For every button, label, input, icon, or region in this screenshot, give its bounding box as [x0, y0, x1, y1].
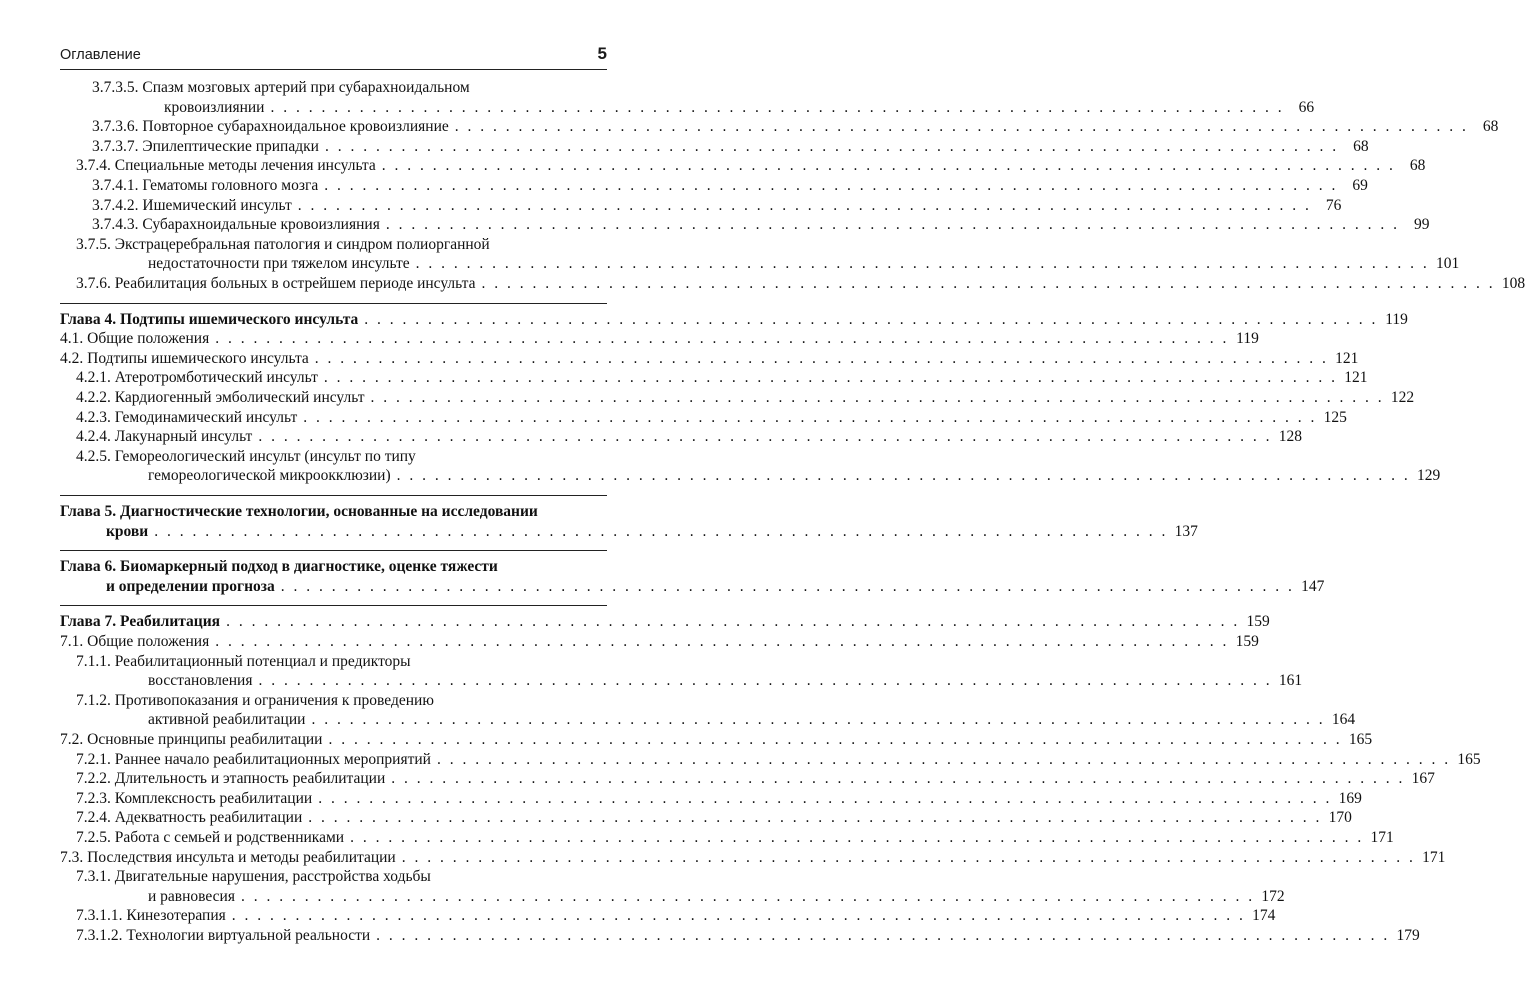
entry-page-number: 108 — [1501, 275, 1525, 292]
entry-title: 3.7.4.2. Ишемический инсульт — [92, 196, 292, 214]
section-title: Оглавление — [60, 47, 141, 63]
entry-title: 7.2.4. Адекватность реабилитации — [76, 809, 303, 827]
entry-page-number: 128 — [1278, 428, 1302, 446]
entry-title: 7.1.2. Противопоказания и ограничения к проведению — [76, 691, 434, 709]
dot-leader: . . . . . . . . . . . . . . . . . . . . . . . . . . . . . . . . . . . . . . . . . . . . . . . . . . . . . . . . . . . . . . . . . . . . . . . . . . . . . . . . — [258, 428, 1272, 446]
chapter-rule — [60, 605, 607, 606]
page-number: 5 — [597, 44, 607, 63]
entry-title: 7.3.1. Двигательные нарушения, расстройства ходьбы — [76, 868, 431, 886]
dot-leader: . . . . . . . . . . . . . . . . . . . . . . . . . . . . . . . . . . . . . . . . . . . . . . . . . . . . . . . . . . . . . . . . . . . . . . . . . . . . . . . . — [350, 829, 1364, 846]
entry-page-number: 161 — [1278, 672, 1303, 690]
dot-leader: . . . . . . . . . . . . . . . . . . . . . . . . . . . . . . . . . . . . . . . . . . . . . . . . . . . . . . . . . . . . . . . . . . . . . . . . . . . . . . . . — [215, 330, 1229, 348]
dot-leader: . . . . . . . . . . . . . . . . . . . . . . . . . . . . . . . . . . . . . . . . . . . . . . . . . . . . . . . . . . . . . . . . . . . . . . . . . . . . . . . . — [381, 157, 1396, 175]
entry-page-number: 171 — [1370, 829, 1394, 846]
entry-page-number: 99 — [1413, 216, 1430, 234]
dot-leader: . . . . . . . . . . . . . . . . . . . . . . . . . . . . . . . . . . . . . . . . . . . . . . . . . . . . . . . . . . . . . . . . . . . . . . . . . . . . . . . . — [308, 809, 1322, 827]
dot-leader: . . . . . . . . . . . . . . . . . . . . . . . . . . . . . . . . . . . . . . . . . . . . . . . . . . . . . . . . . . . . . . . . . . . . . . . . . . . . . . . . — [258, 672, 1273, 690]
entry-title: 7.2.3. Комплексность реабилитации — [76, 789, 313, 807]
entry-title-continued: активной реабилитации — [148, 711, 306, 729]
entry-title: 3.7.6. Реабилитация больных в острейшем периоде инсульта — [76, 275, 476, 292]
running-header — [60, 44, 607, 66]
dot-leader: . . . . . . . . . . . . . . . . . . . . . . . . . . . . . . . . . . . . . . . . . . . . . . . . . . . . . . . . . . . . . . . . . . . . . . . . . . . . . . . . — [215, 633, 1229, 650]
entry-page-number: 101 — [1436, 255, 1460, 273]
entry-page-number: 69 — [1352, 177, 1368, 194]
dot-leader: . . . . . . . . . . . . . . . . . . . . . . . . . . . . . . . . . . . . . . . . . . . . . . . . . . . . . . . . . . . . . . . . . . . . . . . . . . . . . . . . — [323, 369, 1338, 387]
entry-title: 7.2. Основные принципы реабилитации — [60, 731, 323, 748]
entry-title-continued: гемореологической микроокклюзии) — [148, 467, 391, 485]
entry-title-continued: кровоизлиянии — [164, 98, 265, 116]
entry-title: Глава 7. Реабилитация — [60, 613, 221, 631]
entry-page-number: 122 — [1390, 389, 1415, 406]
entry-title: 7.2.1. Раннее начало реабилитационных мероприятий — [76, 750, 431, 768]
entry-page-number: 125 — [1323, 408, 1347, 426]
entry-title: 7.1. Общие положения — [60, 633, 210, 650]
entry-page-number: 76 — [1325, 196, 1342, 214]
entry-title: Глава 4. Подтипы ишемического инсульта — [60, 310, 359, 328]
dot-leader: . . . . . . . . . . . . . . . . . . . . . . . . . . . . . . . . . . . . . . . . . . . . . . . . . . . . . . . . . . . . . . . . . . . . . . . . . . . . . . . . — [226, 613, 1240, 631]
entry-page-number: 165 — [1457, 750, 1481, 768]
entry-page-number: 137 — [1174, 522, 1198, 540]
dot-leader: . . . . . . . . . . . . . . . . . . . . . . . . . . . . . . . . . . . . . . . . . . . . . . . . . . . . . . . . . . . . . . . . . . . . . . . . . . . . . . . . — [376, 927, 1390, 944]
dot-leader: . . . . . . . . . . . . . . . . . . . . . . . . . . . . . . . . . . . . . . . . . . . . . . . . . . . . . . . . . . . . . . . . . . . . . . . . . . . . . . . . — [415, 255, 1430, 273]
entry-page-number: 68 — [1353, 137, 1369, 155]
entry-title: 7.3.1.2. Технологии виртуальной реальности — [76, 927, 371, 944]
chapter-rule — [60, 550, 607, 551]
entry-title: 7.2.5. Работа с семьей и родственниками — [76, 829, 345, 846]
entry-page-number: 165 — [1348, 731, 1373, 748]
entry-title: Глава 6. Биомаркерный подход в диагностике, оценке тяжести — [60, 558, 498, 576]
dot-leader: . . . . . . . . . . . . . . . . . . . . . . . . . . . . . . . . . . . . . . . . . . . . . . . . . . . . . . . . . . . . . . . . . . . . . . . . . . . . . . . . — [314, 349, 1329, 367]
entry-page-number: 169 — [1338, 789, 1362, 807]
dot-leader: . . . . . . . . . . . . . . . . . . . . . . . . . . . . . . . . . . . . . . . . . . . . . . . . . . . . . . . . . . . . . . . . . . . . . . . . . . . . . . . . — [481, 275, 1496, 292]
entry-title: 3.7.4. Специальные методы лечения инсульта — [76, 157, 376, 175]
dot-leader: . . . . . . . . . . . . . . . . . . . . . . . . . . . . . . . . . . . . . . . . . . . . . . . . . . . . . . . . . . . . . . . . . . . . . . . . . . . . . . . . — [318, 789, 1332, 807]
entry-page-number: 159 — [1246, 613, 1270, 631]
entry-title: 4.2.5. Гемореологический инсульт (инсульт по типу — [76, 447, 416, 465]
entry-title: 4.2.1. Атеротромботический инсульт — [76, 369, 318, 387]
entry-page-number: 129 — [1417, 467, 1441, 485]
dot-leader: . . . . . . . . . . . . . . . . . . . . . . . . . . . . . . . . . . . . . . . . . . . . . . . . . . . . . . . . . . . . . . . . . . . . . . . . . . . . . . . . — [385, 216, 1400, 234]
entry-page-number: 119 — [1385, 310, 1408, 328]
dot-leader: . . . . . . . . . . . . . . . . . . . . . . . . . . . . . . . . . . . . . . . . . . . . . . . . . . . . . . . . . . . . . . . . . . . . . . . . . . . . . . . . — [436, 750, 1451, 768]
dot-leader: . . . . . . . . . . . . . . . . . . . . . . . . . . . . . . . . . . . . . . . . . . . . . . . . . . . . . . . . . . . . . . . . . . . . . . . . . . . . . . . . — [396, 467, 1411, 485]
dot-leader: . . . . . . . . . . . . . . . . . . . . . . . . . . . . . . . . . . . . . . . . . . . . . . . . . . . . . . . . . . . . . . . . . . . . . . . . . . . . . . . . — [154, 522, 1168, 540]
entry-title: 7.2.2. Длительность и этапность реабилитации — [76, 770, 386, 788]
entry-page-number: 170 — [1328, 809, 1352, 827]
entry-title-continued: недостаточности при тяжелом инсульте — [148, 255, 410, 273]
entry-title: 3.7.3.7. Эпилептические припадки — [92, 137, 319, 155]
entry-title: 4.1. Общие положения — [60, 330, 210, 348]
dot-leader: . . . . . . . . . . . . . . . . . . . . . . . . . . . . . . . . . . . . . . . . . . . . . . . . . . . . . . . . . . . . . . . . . . . . . . . . . . . . . . . . — [231, 907, 1246, 925]
entry-page-number: 174 — [1252, 907, 1276, 925]
entry-page-number: 68 — [1482, 118, 1499, 136]
dot-leader: . . . . . . . . . . . . . . . . . . . . . . . . . . . . . . . . . . . . . . . . . . . . . . . . . . . . . . . . . . . . . . . . . . . . . . . . . . . . . . . . — [324, 177, 1338, 194]
entry-title-continued: крови — [106, 522, 149, 540]
entry-title: 3.7.3.6. Повторное субарахноидальное кровоизлияние — [92, 118, 449, 136]
dot-leader: . . . . . . . . . . . . . . . . . . . . . . . . . . . . . . . . . . . . . . . . . . . . . . . . . . . . . . . . . . . . . . . . . . . . . . . . . . . . . . . . — [270, 98, 1285, 116]
dot-leader: . . . . . . . . . . . . . . . . . . . . . . . . . . . . . . . . . . . . . . . . . . . . . . . . . . . . . . . . . . . . . . . . . . . . . . . . . . . . . . . . — [311, 711, 1326, 729]
entry-page-number: 121 — [1344, 369, 1368, 387]
entry-page-number: 164 — [1331, 711, 1356, 729]
entry-title-continued: восстановления — [148, 672, 253, 690]
entry-page-number: 68 — [1409, 157, 1426, 175]
entry-page-number: 119 — [1236, 330, 1259, 348]
entry-title: 7.1.1. Реабилитационный потенциал и предикторы — [76, 652, 411, 670]
entry-title: 4.2.2. Кардиогенный эмболический инсульт — [76, 389, 365, 406]
entry-title-continued: и определении прогноза — [106, 577, 275, 595]
entry-title-continued: и равновесия — [148, 887, 235, 905]
dot-leader: . . . . . . . . . . . . . . . . . . . . . . . . . . . . . . . . . . . . . . . . . . . . . . . . . . . . . . . . . . . . . . . . . . . . . . . . . . . . . . . . — [297, 196, 1312, 214]
entry-page-number: 147 — [1301, 577, 1325, 595]
entry-title: 4.2.3. Гемодинамический инсульт — [76, 408, 298, 426]
entry-title: 3.7.3.5. Спазм мозговых артерий при субарахноидальном — [92, 79, 470, 96]
dot-leader: . . . . . . . . . . . . . . . . . . . . . . . . . . . . . . . . . . . . . . . . . . . . . . . . . . . . . . . . . . . . . . . . . . . . . . . . . . . . . . . . — [391, 770, 1405, 788]
entry-title: 3.7.5. Экстрацеребральная патология и синдром полиорганной — [76, 235, 490, 253]
dot-leader: . . . . . . . . . . . . . . . . . . . . . . . . . . . . . . . . . . . . . . . . . . . . . . . . . . . . . . . . . . . . . . . . . . . . . . . . . . . . . . . . — [324, 137, 1339, 155]
entry-title: 3.7.4.3. Субарахноидальные кровоизлияния — [92, 216, 380, 234]
dot-leader: . . . . . . . . . . . . . . . . . . . . . . . . . . . . . . . . . . . . . . . . . . . . . . . . . . . . . . . . . . . . . . . . . . . . . . . . . . . . . . . . — [280, 577, 1295, 595]
header-rule — [60, 69, 607, 70]
dot-leader: . . . . . . . . . . . . . . . . . . . . . . . . . . . . . . . . . . . . . . . . . . . . . . . . . . . . . . . . . . . . . . . . . . . . . . . . . . . . . . . . — [370, 389, 1385, 406]
dot-leader: . . . . . . . . . . . . . . . . . . . . . . . . . . . . . . . . . . . . . . . . . . . . . . . . . . . . . . . . . . . . . . . . . . . . . . . . . . . . . . . . — [401, 848, 1416, 866]
entry-page-number: 171 — [1422, 848, 1446, 866]
chapter-rule — [60, 495, 607, 496]
dot-leader: . . . . . . . . . . . . . . . . . . . . . . . . . . . . . . . . . . . . . . . . . . . . . . . . . . . . . . . . . . . . . . . . . . . . . . . . . . . . . . . . — [454, 118, 1469, 136]
dot-leader: . . . . . . . . . . . . . . . . . . . . . . . . . . . . . . . . . . . . . . . . . . . . . . . . . . . . . . . . . . . . . . . . . . . . . . . . . . . . . . . . — [328, 731, 1343, 748]
entry-page-number: 179 — [1396, 927, 1420, 944]
entry-title: 4.2.4. Лакунарный инсульт — [76, 428, 253, 446]
entry-page-number: 172 — [1261, 887, 1285, 905]
entry-title: Глава 5. Диагностические технологии, основанные на исследовании — [60, 503, 538, 520]
entry-title: 3.7.4.1. Гематомы головного мозга — [92, 177, 319, 194]
entry-title: 7.3. Последствия инсульта и методы реабилитации — [60, 848, 396, 866]
entry-title: 4.2. Подтипы ишемического инсульта — [60, 349, 309, 367]
entry-page-number: 159 — [1235, 633, 1259, 650]
entry-page-number: 167 — [1411, 770, 1435, 788]
entry-page-number: 66 — [1298, 98, 1315, 116]
entry-page-number: 121 — [1335, 349, 1359, 367]
entry-title: 7.3.1.1. Кинезотерапия — [76, 907, 226, 925]
dot-leader: . . . . . . . . . . . . . . . . . . . . . . . . . . . . . . . . . . . . . . . . . . . . . . . . . . . . . . . . . . . . . . . . . . . . . . . . . . . . . . . . — [364, 310, 1378, 328]
dot-leader: . . . . . . . . . . . . . . . . . . . . . . . . . . . . . . . . . . . . . . . . . . . . . . . . . . . . . . . . . . . . . . . . . . . . . . . . . . . . . . . . — [240, 887, 1255, 905]
chapter-rule — [60, 303, 607, 304]
dot-leader: . . . . . . . . . . . . . . . . . . . . . . . . . . . . . . . . . . . . . . . . . . . . . . . . . . . . . . . . . . . . . . . . . . . . . . . . . . . . . . . . — [303, 408, 1317, 426]
